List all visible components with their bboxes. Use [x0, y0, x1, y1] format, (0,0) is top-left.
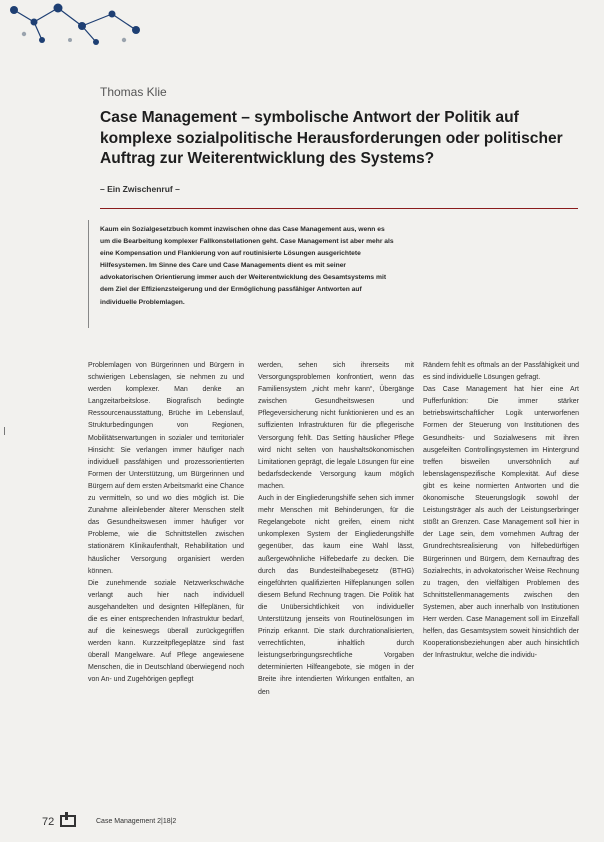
- journal-logo-icon: [60, 811, 76, 827]
- journal-issue: 2|18|2: [157, 818, 177, 825]
- paragraph: Die zunehmende soziale Netzwerkschwäche verlangt auch hier nach individuell ausgehandelten und designten Hilfeplänen, für die es einer entsprechenden Infrastruktur bedarf, auf die keineswegs überall zurückgegriffen werden kann. Kurzzeitpflegeplätze sind fast überall Mangelware. Auf Pflege angewiesene Menschen, die in Deutschland überwiegend noch von An- und Zugehörigen gepflegt: [88, 579, 244, 684]
- journal-name: [96, 818, 176, 825]
- paragraph: werden, sehen sich ihrerseits mit Versorgungsproblemen konfrontiert, wenn das Familiensystem „nicht mehr kann“, Übergänge zwischen Gesundheitswesen und Pflegeversicherung nicht funktionieren und es an suffizienten Infrastrukturen für die pflegerische Versorgung fehlt. Das Setting häuslicher Pflege wird nicht selten von haushaltsökonomischen Limitationen geprägt, die legale Lösungen für eine bedarfsdeckende Versorgung kaum möglich machen.: [258, 362, 414, 490]
- paragraph: Rändern fehlt es oftmals an der Passfähigkeit und es sind individuelle Lösungen gefragt.: [423, 362, 579, 382]
- article-subtitle: – Ein Zwischenruf –: [100, 184, 180, 194]
- binding-mark: [4, 427, 5, 435]
- article-title: Case Management – symbolische Antwort der Politik auf komplexe sozialpolitische Herausforderungen oder politischer Auftrag zur Weiterentwicklung des Systems?: [100, 109, 563, 167]
- text-column-1: [88, 360, 244, 815]
- page-footer: [40, 810, 560, 832]
- abstract-margin-line: [88, 220, 90, 328]
- text-column-2: [258, 360, 414, 815]
- abstract: Kaum ein Sozialgesetzbuch kommt inzwischen ohne das Case Management aus, wenn es um die Bearbeitung komplexer Fallkonstellationen geht. Case Management ist aber mehr als eine Kompensation und Flankierung von auf routinisierte Lösungen ausgerichtete Hilfesystemen. Im Sinne des Care und Case Managements dient es mit seiner advokatorischen Orientierung immer auch der Weiterentwicklung des Gesamtsystems mit dem Ziel der Effizienzsteigerung und der Ermöglichung passfähiger Antworten auf individuelle Problemlagen.: [100, 226, 394, 306]
- page-number: 72: [42, 816, 55, 828]
- paragraph: Das Case Management hat hier eine Art Pufferfunktion: Die immer stärker betriebswirtschaftlicher Logik unterworfenen Formen der Steuerung von Institutionen des Gesundheits- und Sozialwesens mit ihren ausgefeilten Controllingsystemen im Hintergrund treffen bisweilen unversöhnlich auf lebenslagenspezifische Komplexität. Auf diese gibt es keine normierten Antworten und die ökonomische Steuerungslogik sowohl der Leistungsträger als auch der Leistungserbringer stößt an Grenzen. Case Management soll hier in der Lage sein, dem vornehmen Auftrag der Grundrechtsrealisierung von hilfebedürftigen Bürgerinnen und Bürgern, dem Kernauftrag des Sozialrechts, in advokatorischer Weise Rechnung zu tragen, den vielfältigen Problemen des Schnittstellenmanagements zwischen den Systemen, aber auch innerhalb von Institutionen Herr werden. Case Management soll im Einzelfall helfen, das Gesamtsystem soweit hinsichtlich der Kooperationsbeziehungen aber auch hinsichtlich der Infrastruktur, welche die individu-: [423, 386, 579, 660]
- paragraph: Problemlagen von Bürgerinnen und Bürgern in schwierigen Lebenslagen, sie nehmen zu und werden komplexer. Man denke an Langzeitarbeitslose. Biografisch bedingte Ressourcenausstattung, Brüche im Lebenslauf, Strukturbedingungen von Regionen, Mobilitätserwartungen in sozialer und territorialer Hinsicht: Sie verlangen immer häufiger nach individuell passfähigen und prozessorientierten Formen der Unterstützung, um Bürgerinnen und Bürgern auf dem ersten Arbeitsmarkt eine Chance zu vermitteln, so und wo dies möglich ist. Die Zunahme alleinlebender älterer Menschen stellt das Gesundheitswesen immer häufiger vor Probleme, wie die Schnittstellen zwischen stationärem Klinikaufenthalt, Rehabilitation und häuslicher Versorgung organisiert werden können.: [88, 362, 244, 575]
- journal-title: Case Management: [96, 818, 156, 825]
- paragraph: Auch in der Eingliederungshilfe sehen sich immer mehr Menschen mit Behinderungen, für die Regelangebote nicht greifen, einem nicht unkomplexen System der Eingliederungshilfe gegenüber, das kaum eine Wahl lässt, außergewöhnliche Hilfebedarfe zu decken. Die durch das Bundesteilhabegesetz (BTHG) eingeführten qualifizierten Hilfeplanungen sollen diesem Befund Rechnung tragen. Die Politik hat die Unübersichtlichkeit von individueller Unterstützung jenseits von Routinelösungen im Prinzip erkannt. Die stark durchrationalisierten, verrechtlichten, inhaltlich durch leistungserbringungsrechtliche Vorgaben determinierten Hilfeangebote, sie mögen in der Breite ihre intendierten Wirkungen entfalten, an den: [258, 495, 414, 696]
- text-column-3: [423, 360, 579, 815]
- author-name: Thomas Klie: [100, 85, 167, 99]
- title-rule: [100, 208, 578, 209]
- molecule-decoration: [0, 0, 150, 48]
